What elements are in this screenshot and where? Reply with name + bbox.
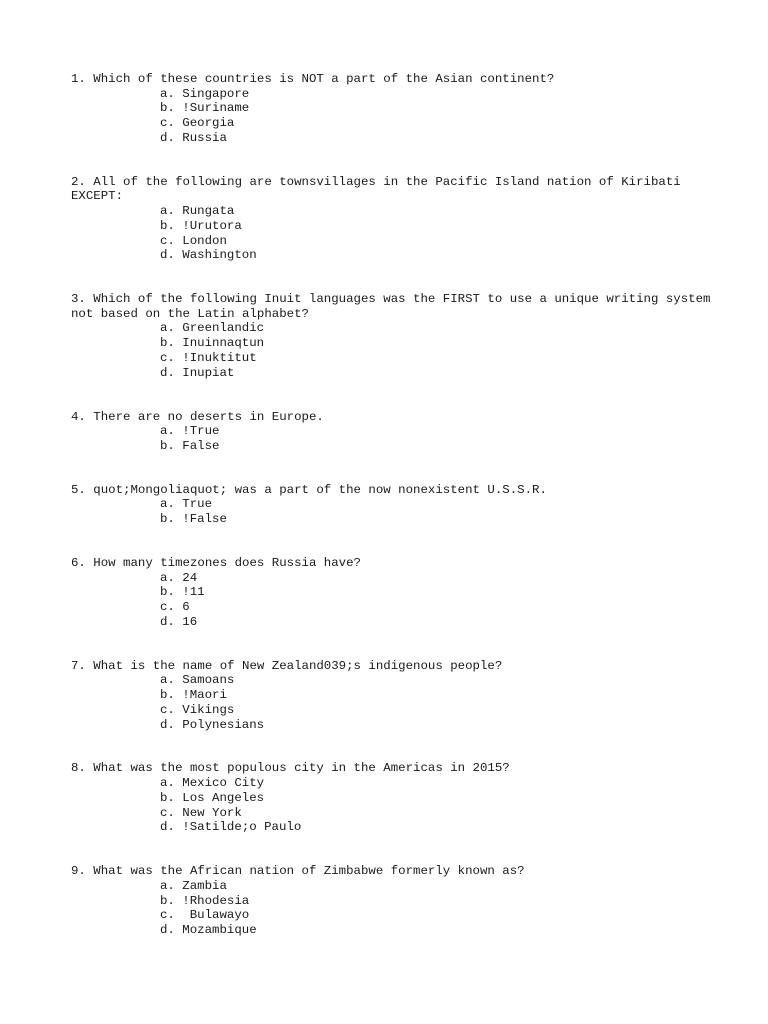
option-c: c. 6 [160, 600, 190, 615]
option-list [71, 497, 731, 527]
option-c: c. Vikings [160, 702, 235, 717]
option-d: d. Polynesians [160, 717, 265, 732]
question-3 [71, 292, 731, 380]
question-5 [71, 483, 731, 527]
option-a: a. 24 [160, 570, 198, 585]
question-text: 7. What is the name of New Zealand039;s indigenous people? [71, 658, 503, 673]
question-text: 3. Which of the following Inuit languages was the FIRST to use a unique writing system not based on the Latin alphabet? [71, 292, 718, 321]
question-2 [71, 175, 731, 263]
option-d: d. 16 [160, 614, 198, 629]
option-list [71, 776, 731, 835]
question-text: 5. quot;Mongoliaquot; was a part of the now nonexistent U.S.S.R. [71, 482, 547, 497]
option-a: a. Rungata [160, 203, 235, 218]
option-list [71, 879, 731, 938]
option-list [71, 87, 731, 146]
option-c: c. Bulawayo [160, 908, 250, 923]
question-8 [71, 761, 731, 835]
option-b: b. False [160, 438, 220, 453]
option-list [71, 673, 731, 732]
option-b: b. !Urutora [160, 218, 242, 233]
question-text: 8. What was the most populous city in the Americas in 2015? [71, 761, 510, 776]
option-b: b. !Suriname [160, 101, 250, 116]
option-list [71, 321, 731, 380]
option-d: d. !Satilde;o Paulo [160, 820, 302, 835]
option-b: b. !Rhodesia [160, 893, 250, 908]
option-c: c. Georgia [160, 116, 235, 131]
question-6 [71, 556, 731, 630]
question-7 [71, 659, 731, 733]
option-b: b. Inuinnaqtun [160, 336, 265, 351]
option-list [71, 204, 731, 263]
question-text: 9. What was the African nation of Zimbabwe formerly known as? [71, 864, 525, 879]
question-text: 2. All of the following are townsvillages in the Pacific Island nation of Kiribati EXCEPT: [71, 174, 689, 204]
option-list [71, 424, 731, 454]
option-d: d. Inupiat [160, 365, 235, 380]
option-b: b. !Maori [160, 688, 227, 703]
option-c: c. New York [160, 805, 242, 820]
option-a: a. Greenlandic [160, 321, 265, 336]
option-d: d. Mozambique [160, 923, 257, 938]
question-text: 1. Which of these countries is NOT a part of the Asian continent? [71, 72, 555, 86]
option-c: c. !Inuktitut [160, 350, 257, 365]
option-b: b. Los Angeles [160, 790, 265, 805]
option-a: a. Zambia [160, 878, 227, 893]
option-d: d. Russia [160, 130, 227, 145]
option-b: b. !False [160, 512, 227, 527]
option-a: a. True [160, 497, 213, 512]
option-d: d. Washington [160, 248, 257, 263]
option-list [71, 571, 731, 630]
option-c: c. London [160, 233, 227, 248]
option-a: a. !True [160, 424, 220, 439]
question-1 [71, 72, 731, 146]
quiz-document [71, 72, 731, 967]
option-a: a. Singapore [160, 86, 250, 101]
question-9 [71, 864, 731, 938]
option-a: a. Mexico City [160, 776, 265, 791]
question-4 [71, 410, 731, 454]
question-text: 6. How many timezones does Russia have? [71, 555, 361, 570]
question-text: 4. There are no deserts in Europe. [71, 409, 324, 424]
option-b: b. !11 [160, 585, 205, 600]
option-a: a. Samoans [160, 673, 235, 688]
